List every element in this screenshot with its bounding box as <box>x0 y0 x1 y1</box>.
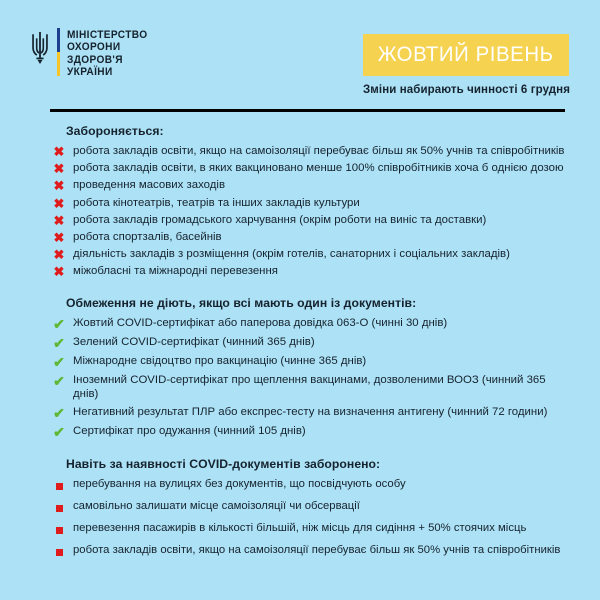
ministry-line-2: ОХОРОНИ <box>67 41 121 54</box>
green-check-icon: ✔ <box>53 353 65 370</box>
list-item <box>52 196 572 210</box>
section-prohibited-title: Забороняється: <box>66 124 164 138</box>
red-x-icon: ✖ <box>53 247 65 263</box>
list-item-text: робота закладів освіти, якщо на самоізоляції перебуває більш як 50% учнів та співробітників <box>73 544 561 557</box>
list-item-text: Зелений COVID-сертифікат (чинний 365 днів) <box>73 335 315 348</box>
list-item <box>52 477 572 494</box>
section-even-with-documents <box>0 457 600 560</box>
red-square-icon <box>52 477 66 494</box>
even-with-documents-list <box>52 477 572 560</box>
green-check-icon: ✔ <box>53 424 65 441</box>
ministry-line-3: ЗДОРОВ'Я <box>67 53 123 66</box>
list-item-text: перебування на вулицях без документів, що посвідчують особу <box>73 478 406 491</box>
list-item-text: перевезення пасажирів в кількості більшій, ніж місць для сидіння + 50% стоячих місць <box>73 522 527 535</box>
ukraine-trident-icon <box>30 28 50 74</box>
list-item <box>52 405 572 420</box>
ministry-logo <box>30 28 154 79</box>
list-item <box>52 354 572 369</box>
list-item-text: Міжнародне свідоцтво про вакцинацію (чинне 365 днів) <box>73 354 367 367</box>
content-area <box>0 110 600 600</box>
ministry-line-1: МІНІСТЕРСТВО <box>67 29 148 41</box>
list-item <box>52 213 572 227</box>
effective-date-text: Зміни набирають чинності 6 грудня <box>363 84 571 96</box>
list-item-text: Сертифікат про одужання (чинний 105 днів) <box>73 425 306 438</box>
list-item-text: самовільно залишати місце самоізоляції чи обсервації <box>73 500 360 513</box>
list-item <box>52 499 572 516</box>
ministry-line-4: УКРАЇНИ <box>67 66 113 79</box>
list-item-text: робота кінотеатрів, театрів та інших закладів культури <box>73 196 360 209</box>
list-item-text: робота закладів громадського харчування (окрім роботи на виніс та доставки) <box>73 213 487 226</box>
list-item <box>52 424 572 439</box>
section-prohibited <box>0 124 600 279</box>
list-item-text: робота закладів освіти, якщо на самоізоляції перебуває більш як 50% учнів та співробітників <box>73 145 565 157</box>
list-item <box>52 316 572 331</box>
list-item <box>52 161 572 175</box>
list-item <box>52 521 572 538</box>
list-item <box>52 335 572 350</box>
red-x-icon: ✖ <box>53 230 65 246</box>
ministry-name <box>67 28 154 79</box>
green-check-icon: ✔ <box>53 372 65 389</box>
list-item <box>52 373 572 401</box>
red-x-icon: ✖ <box>53 264 65 280</box>
alert-level-label: ЖОВТИЙ РІВЕНЬ <box>378 43 554 66</box>
documents-list <box>52 316 572 439</box>
red-square-icon <box>52 521 66 538</box>
list-item-text: робота закладів освіти, в яких вакциновано менше 100% співробітників хоча б однією дозою <box>73 162 564 175</box>
list-item <box>52 264 572 278</box>
red-x-icon: ✖ <box>53 195 65 211</box>
alert-level-banner <box>363 34 569 76</box>
list-item <box>52 247 572 261</box>
list-item-text: проведення масових заходів <box>73 179 226 192</box>
red-x-icon: ✖ <box>53 161 65 177</box>
list-item-text: міжобласні та міжнародні перевезення <box>73 265 278 278</box>
red-square-icon <box>52 543 66 560</box>
list-item-text: Негативний результат ПЛР або експрес-тесту на визначення антигену (чинний 72 години) <box>73 406 548 419</box>
prohibited-list <box>52 144 572 279</box>
section-documents <box>0 296 600 439</box>
red-square-icon <box>52 499 66 516</box>
red-x-icon: ✖ <box>53 178 65 194</box>
list-item-text: Жовтий COVID-сертифікат або паперова довідка 063-О (чинні 30 днів) <box>73 316 448 329</box>
page-header <box>0 0 600 110</box>
list-item-text: діяльність закладів з розміщення (окрім готелів, санаторних і соціальних закладів) <box>73 248 510 261</box>
flag-divider <box>57 28 60 76</box>
list-item <box>52 178 572 192</box>
section-even-with-documents-title: Навіть за наявності COVID-документів заборонено: <box>66 457 381 472</box>
list-item <box>52 230 572 244</box>
list-item <box>52 543 572 560</box>
red-x-icon: ✖ <box>53 144 65 159</box>
green-check-icon: ✔ <box>53 315 65 332</box>
green-check-icon: ✔ <box>53 334 65 351</box>
green-check-icon: ✔ <box>53 405 65 422</box>
list-item-text: Іноземний COVID-сертифікат про щеплення вакцинами, дозволеними ВООЗ (чинний 365 днів) <box>73 373 546 400</box>
list-item <box>52 144 572 158</box>
red-x-icon: ✖ <box>53 212 65 228</box>
section-documents-title: Обмеження не діють, якщо всі мають один із документів: <box>66 295 417 310</box>
list-item-text: робота спортзалів, басейнів <box>73 231 222 244</box>
